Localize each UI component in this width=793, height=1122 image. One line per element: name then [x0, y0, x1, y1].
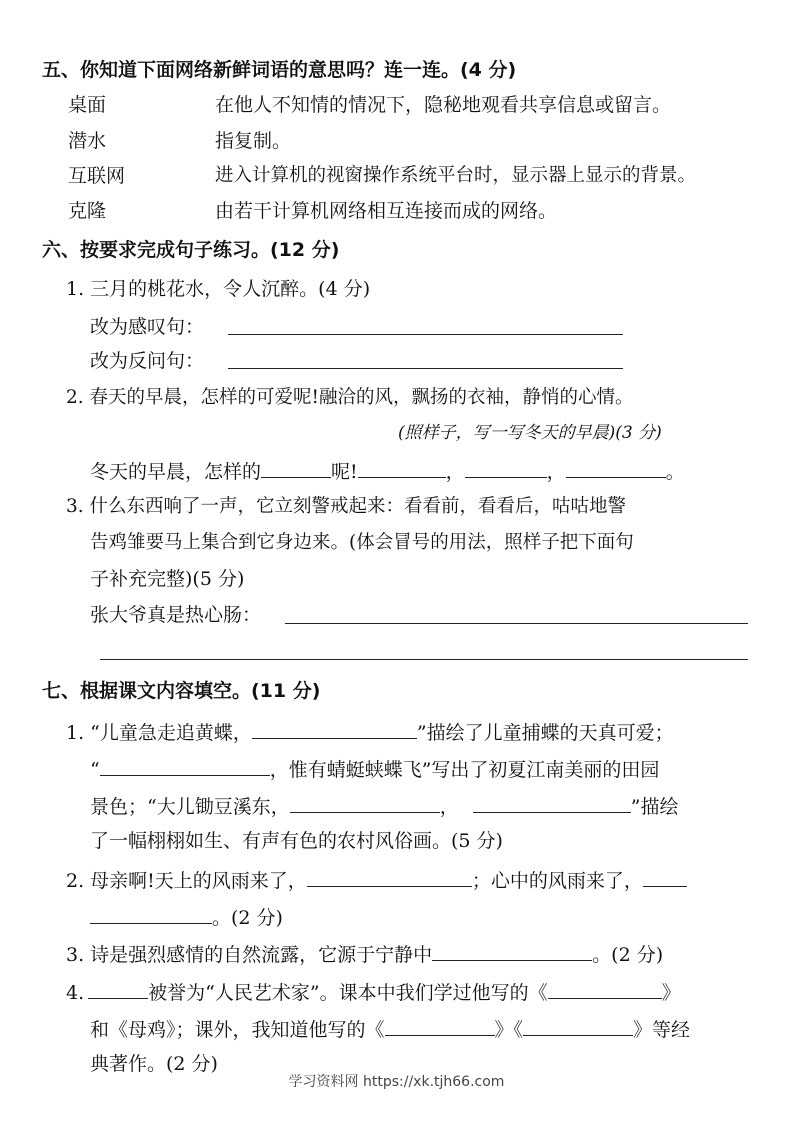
- s6-q1-prompt: 1. 三月的桃花水，令人沉醉。(4 分): [66, 278, 371, 300]
- s6-q2-text-2: 呢!: [331, 461, 358, 483]
- s6-q2-prompt: 2. 春天的早晨，怎样的可爱呢!融洽的风，飘扬的衣袖，静悄的心情。: [66, 387, 634, 408]
- section-6-title: 六、按要求完成句子练习。(12 分): [42, 239, 340, 261]
- s6-q3-line-1: 3. 什么东西响了一声，它立刻警戒起来：看看前，看看后，咕咕地警: [66, 496, 627, 517]
- s7-q4-row-1: [66, 978, 681, 1006]
- s7-q1-row-4: 了一幅栩栩如生、有声有色的农村风俗画。(5 分): [90, 830, 503, 852]
- definition-1: 在他人不知情的情况下，隐秘地观看共享信息或留言。: [215, 94, 672, 116]
- s6-q2-instruction: (照样子，写一写冬天的早晨)(3 分): [398, 423, 662, 443]
- s7-q1-row-1: [66, 718, 674, 746]
- s7-q4-text-f: 》等经: [633, 1019, 691, 1041]
- s6-q3-line-2: 告鸡雏要马上集合到它身边来。(体会冒号的用法，照样子把下面句: [90, 532, 634, 553]
- s7-q4-text-d: 和《母鸡》；课外，我知道他写的《: [90, 1019, 385, 1041]
- term-3: 互联网: [68, 165, 126, 187]
- s7-q1-blank-3[interactable]: [290, 792, 440, 813]
- s6-q2-blank-2[interactable]: [358, 457, 446, 478]
- s7-q1-text-c: “: [90, 759, 100, 781]
- s7-q2-blank-2a[interactable]: [643, 866, 687, 887]
- s6-q2-blank-4[interactable]: [566, 457, 666, 478]
- definition-4: 由若干计算机网络相互连接而成的网络。: [215, 200, 558, 222]
- term-4: 克隆: [68, 200, 107, 222]
- s6-q3-answer-label: 张大爷真是热心肠：: [90, 604, 262, 626]
- s7-q1-blank-1[interactable]: [252, 718, 417, 739]
- s7-q2-blank-1[interactable]: [307, 866, 472, 887]
- s6-q2-blank-1[interactable]: [261, 457, 331, 478]
- s6-q3-blank-2[interactable]: [100, 639, 748, 660]
- s7-q3-blank[interactable]: [432, 940, 592, 961]
- s7-q4-blank-author[interactable]: [88, 978, 148, 999]
- s6-q2-blank-3[interactable]: [465, 457, 547, 478]
- s6-q3-blank-1[interactable]: [285, 603, 748, 624]
- s7-q1-text-f: ，: [439, 796, 459, 818]
- s7-q1-text-g: ”描绘: [630, 796, 679, 818]
- definition-2: 指复制。: [215, 130, 292, 152]
- s7-q1-text-b: ”描绘了儿童捕蝶的天真可爱；: [416, 722, 674, 744]
- s7-q4-blank-book-1[interactable]: [548, 978, 662, 999]
- s6-q2-text-1: 冬天的早晨，怎样的: [90, 461, 262, 483]
- s7-q1-text-a: 1. “儿童急走追黄蝶，: [66, 722, 252, 744]
- s7-q1-row-3: [90, 792, 678, 820]
- term-2: 潜水: [68, 130, 107, 152]
- s7-q4-text-e: 》《: [494, 1019, 524, 1041]
- s7-q1-blank-2[interactable]: [100, 755, 270, 776]
- s7-q2-text-c: 。(2 分): [212, 907, 283, 929]
- s7-q3-text-a: 3. 诗是强烈感情的自然流露，它源于宁静中: [66, 944, 433, 966]
- s7-q4-text-b: 被誉为“人民艺术家”。课本中我们学过他写的《: [148, 982, 548, 1004]
- s7-q2-text-a: 2. 母亲啊!天上的风雨来了，: [66, 870, 307, 892]
- section-7-title: 七、根据课文内容填空。(11 分): [42, 680, 321, 702]
- s7-q1-row-2: [90, 755, 659, 783]
- s7-q2-blank-2b[interactable]: [90, 903, 212, 924]
- s7-q3-text-b: 。(2 分): [592, 944, 664, 966]
- s6-q2-text-3: ，: [445, 461, 465, 483]
- s7-q4-blank-book-2[interactable]: [385, 1015, 495, 1036]
- s6-q1-question-label: 改为反问句：: [90, 350, 205, 372]
- s7-q1-text-e: 景色；“大儿锄豆溪东，: [90, 796, 290, 818]
- footer-watermark: 学习资料网 https://xk.tjh66.com: [288, 1074, 505, 1090]
- term-1: 桌面: [68, 94, 107, 116]
- s6-q1-question-blank[interactable]: [228, 348, 623, 369]
- s6-q2-text-5: 。: [665, 461, 685, 483]
- s7-q4-row-3: 典著作。(2 分): [90, 1053, 218, 1075]
- s6-q1-exclaim-blank[interactable]: [228, 314, 623, 335]
- s7-q4-text-c: 》: [661, 982, 681, 1004]
- s6-q2-answer-row: [90, 457, 685, 485]
- s7-q2-text-b: ；心中的风雨来了，: [471, 870, 643, 892]
- s7-q4-row-2: [90, 1015, 690, 1043]
- s6-q1-exclaim-label: 改为感叹句：: [90, 316, 205, 338]
- section-5-title: 五、你知道下面网络新鲜词语的意思吗？连一连。(4 分): [42, 59, 517, 81]
- s6-q2-text-4: ，: [546, 461, 566, 483]
- s7-q2-row-2: [90, 903, 283, 931]
- s7-q2-row-1: [66, 866, 687, 894]
- s7-q1-blank-4[interactable]: [473, 792, 631, 813]
- s7-q4-blank-book-3[interactable]: [523, 1015, 633, 1036]
- definition-3: 进入计算机的视窗操作系统平台时，显示器上显示的背景。: [215, 165, 697, 186]
- s7-q4-number: 4.: [66, 982, 85, 1004]
- s7-q3-row: [66, 940, 663, 968]
- s7-q1-text-d: ，惟有蜻蜓蛱蝶飞”写出了初夏江南美丽的田园: [269, 759, 660, 781]
- s6-q3-line-3: 子补充完整)(5 分): [90, 568, 245, 590]
